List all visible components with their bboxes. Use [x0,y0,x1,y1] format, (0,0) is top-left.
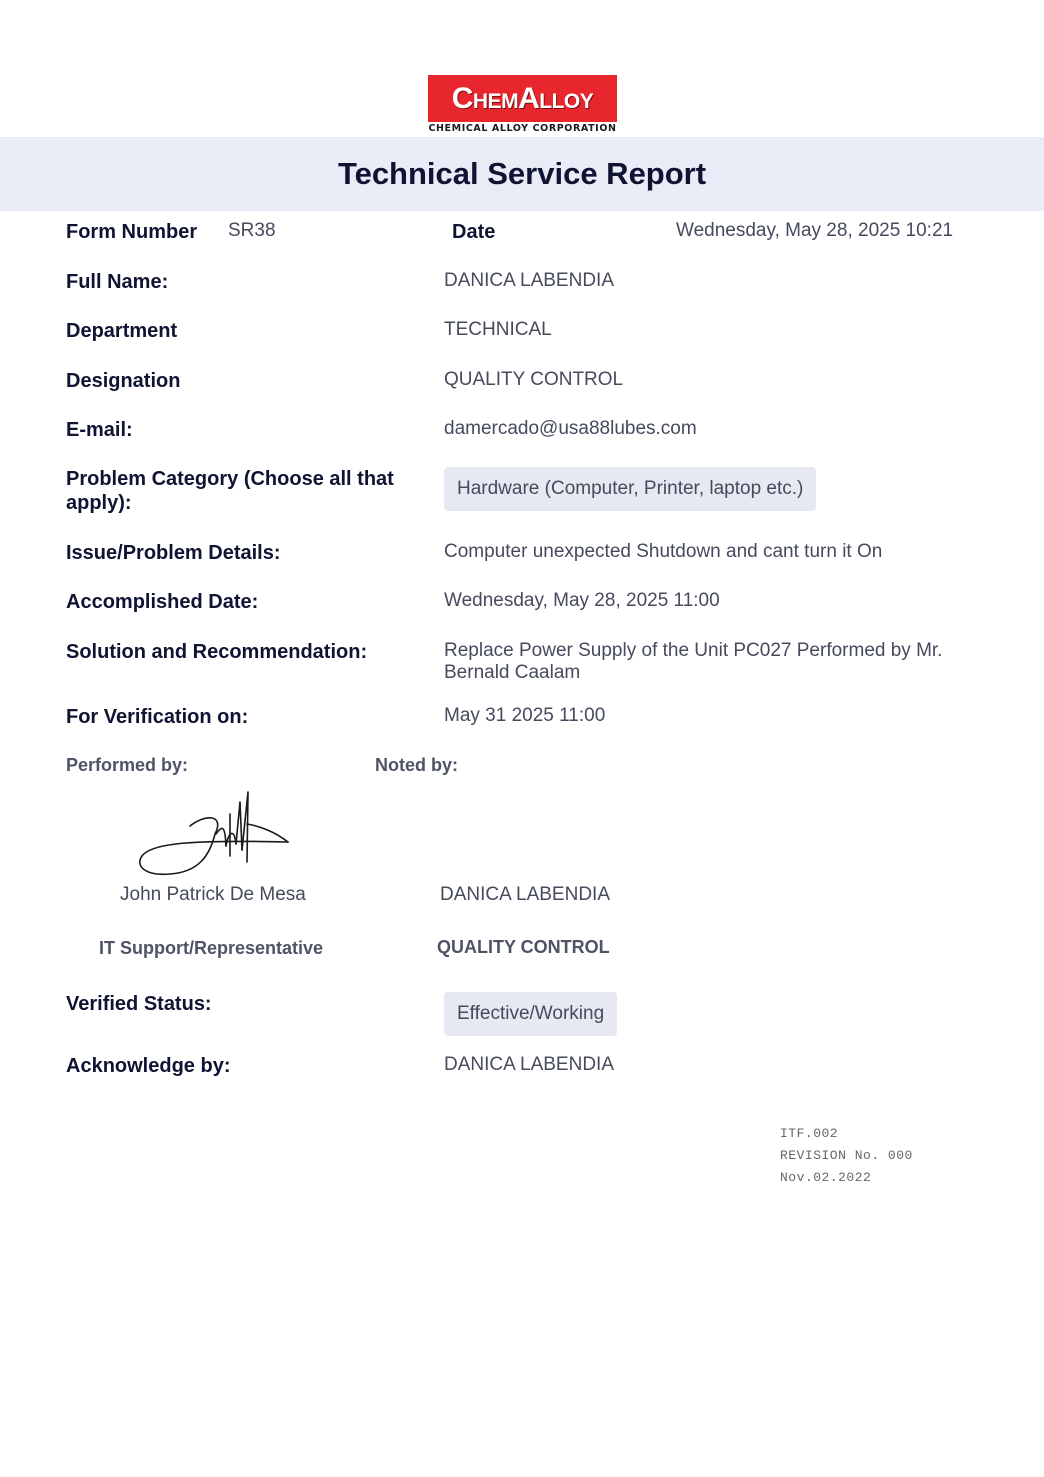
accomplished-date-label: Accomplished Date: [66,591,259,613]
date-value: Wednesday, May 28, 2025 10:21 [676,220,954,241]
issue-details-label: Issue/Problem Details: [66,542,281,564]
issue-details-value: Computer unexpected Shutdown and cant turn it On [444,541,883,562]
logo-name: ChemAlloy [451,81,594,115]
date-label: Date [452,221,496,243]
signature-image [130,784,300,880]
acknowledge-value: DANICA LABENDIA [444,1054,614,1075]
verified-status-label: Verified Status: [66,993,212,1015]
solution-label: Solution and Recommendation: [66,641,368,663]
designation-value: QUALITY CONTROL [444,369,624,390]
noted-by-label: Noted by: [375,755,458,775]
department-label: Department [66,320,178,342]
accomplished-date-value: Wednesday, May 28, 2025 11:00 [444,590,720,611]
verified-status-chip: Effective/Working [444,992,617,1036]
performed-by-label: Performed by: [66,755,189,775]
form-number-value: SR38 [228,220,276,241]
email-label: E-mail: [66,419,133,441]
full-name-value: DANICA LABENDIA [444,270,614,291]
department-value: TECHNICAL [444,319,552,340]
noter-name: DANICA LABENDIA [440,884,610,905]
form-number-label: Form Number [66,221,198,243]
logo-subtitle: CHEMICAL ALLOY CORPORATION [428,123,617,134]
performer-name: John Patrick De Mesa [120,884,306,905]
full-name-label: Full Name: [66,271,169,293]
verification-label: For Verification on: [66,706,249,728]
footer-revision: REVISION No. 000 [780,1148,913,1163]
footer-date: Nov.02.2022 [780,1170,872,1185]
email-value: damercado@usa88lubes.com [444,418,697,439]
page-title: Technical Service Report [337,156,707,191]
noter-role: QUALITY CONTROL [437,937,610,957]
designation-label: Designation [66,370,181,392]
verification-value: May 31 2025 11:00 [444,705,606,726]
solution-value: Replace Power Supply of the Unit PC027 Performed by Mr. Bernald Caalam [444,640,943,683]
problem-category-chip: Hardware (Computer, Printer, laptop etc.) [444,467,816,511]
company-logo [428,75,617,136]
footer-code: ITF.002 [780,1126,839,1141]
logo-banner [428,75,617,122]
title-band [0,137,1044,211]
acknowledge-label: Acknowledge by: [66,1055,231,1077]
problem-category-label: Problem Category (Choose all that apply): [66,468,394,514]
performer-role: IT Support/Representative [99,938,324,958]
